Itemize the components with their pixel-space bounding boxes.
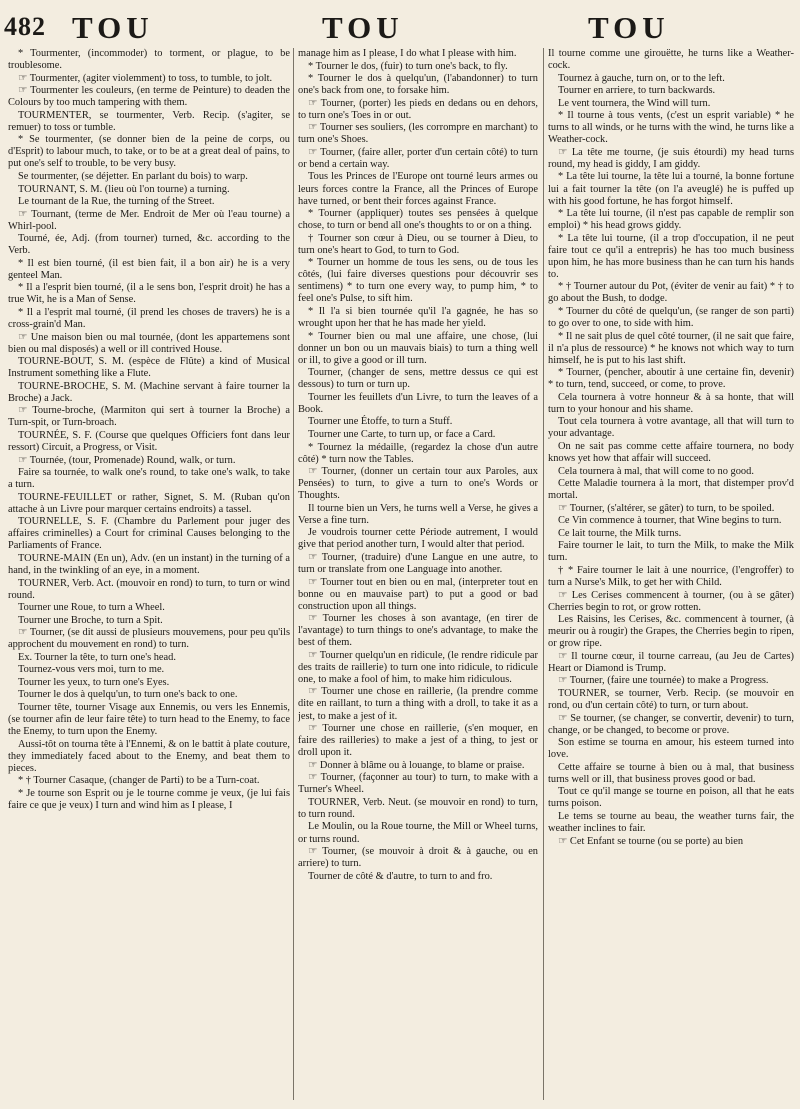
dictionary-entry: * Tourner du côté de quelqu'un, (se ranger de son parti) to go over to one, to side with him.	[548, 305, 794, 330]
dictionary-entry: * Tourner un homme de tous les sens, ou de tous les côtés, (lui faire diverses questions pour découvrir ses sentimens) * to turn one every way, to pump him, * to feel one's Pulse, to sift him.	[298, 257, 538, 305]
dictionary-entry: TOURNÉE, S. F. (Course que quelques Officiers font dans leur ressort) Circuit, a Progress, or Visit.	[8, 429, 290, 453]
dictionary-entry: † Tourner son cœur à Dieu, ou se tourner à Dieu, to turn one's heart to God, to turn to God.	[298, 232, 538, 256]
dictionary-entry: manage him as I please, I do what I please with him.	[298, 48, 517, 59]
dictionary-entry: ☞ Tourner, (se dit aussi de plusieurs mouvemens, pour peu qu'ils approchent du mouvement en rond) to turn.	[8, 627, 290, 651]
column-right	[548, 48, 794, 1106]
dictionary-entry: ☞ Tourner, (faire une tournée) to make a Progress.	[558, 675, 769, 687]
dictionary-entry: * † Tourner Casaque, (changer de Parti) to be a Turn-coat.	[18, 775, 260, 787]
dictionary-entry: * Il tourne à tous vents, (c'est un esprit variable) * he turns to all winds, or he turns with the wind, he turns like a Weather-cock.	[548, 110, 794, 146]
dictionary-entry: TOURNE-MAIN (En un), Adv. (en un instant) in the turning of a hand, in the twinkling of an eye, in a moment.	[8, 552, 290, 576]
dictionary-entry: Le vent tournera, the Wind will turn.	[558, 97, 711, 109]
dictionary-entry: * Il l'a si bien tournée qu'il l'a gagnée, he has so wrought upon her that he has made her yield.	[298, 305, 538, 330]
dictionary-entry: ☞ Tournée, (tour, Promenade) Round, walk, or turn.	[18, 454, 236, 466]
dictionary-entry: Tournez à gauche, turn on, or to the left.	[558, 72, 725, 84]
dictionary-entry: TOURNE-BOUT, S. M. (espèce de Flûte) a kind of Musical Instrument something like a Flute.	[8, 356, 290, 380]
dictionary-entry: * Tournez la médaille, (regardez la chose d'un autre côté) * turn now the Tables.	[298, 441, 538, 465]
dictionary-entry: Tourner les yeux, to turn one's Eyes.	[18, 676, 170, 688]
dictionary-entry: * La tête lui tourne, la tête lui a tourné, la bonne fortune lui a fait tourner la tête (on l'a aveuglé) he is puffed up with his good fortune, he has forgot himself.	[548, 171, 794, 207]
dictionary-entry: * Tourner (appliquer) toutes ses pensées à quelque chose, to turn or bend all one's thoughts to or on a thing.	[298, 208, 538, 232]
dictionary-entry: Tournez-vous vers moi, turn to me.	[18, 664, 165, 676]
dictionary-entry: ☞ Tourner une chose en raillerie, (la prendre comme dite en raillant, to turn a thing with a droll, to take it as a jest, to make a jest of it.	[298, 686, 538, 722]
column-divider	[543, 48, 544, 1100]
dictionary-entry: ☞ Il tourne cœur, il tourne carreau, (au Jeu de Cartes) Heart or Diamond is Trump.	[548, 650, 794, 674]
dictionary-entry: * Tourner bien ou mal une affaire, une chose, (lui donner un bon ou un mauvais biais) to turn a thing well or ill, to give a good or ill turn.	[298, 330, 538, 366]
dictionary-entry: * La tête lui tourne, (il n'est pas capable de remplir son emploi) * his head grows giddy.	[548, 208, 794, 232]
dictionary-entry: Tous les Princes de l'Europe ont tourné leurs armes ou leurs forces contre la France, all the Princes of Europe have turned, or bent their forces against France.	[298, 171, 538, 207]
dictionary-entry: TOURNER, Verb. Neut. (se mouvoir en rond) to turn, to turn round.	[298, 796, 538, 820]
dictionary-entry: Cette Maladie tournera à la mort, that distemper prov'd mortal.	[548, 478, 794, 502]
dictionary-entry: ☞ La tête me tourne, (je suis étourdi) my head turns round, my head is giddy, I am giddy.	[548, 146, 794, 170]
dictionary-entry: Tourner une Étoffe, to turn a Stuff.	[308, 416, 453, 428]
dictionary-entry: * Tourmenter, (incommoder) to torment, or plague, to be troublesome.	[8, 48, 290, 72]
dictionary-entry: TOURNER, se tourner, Verb. Recip. (se mouvoir en rond, ou d'un certain côté) to turn, or turn about.	[548, 687, 794, 711]
dictionary-entry: * Tourner le dos, (fuir) to turn one's back, to fly.	[308, 60, 508, 72]
dictionary-entry: * Il a l'esprit mal tourné, (il prend les choses de travers) he is a cross-grain'd Man.	[8, 306, 290, 331]
dictionary-entry: TOURNER, Verb. Act. (mouvoir en rond) to turn, to turn or wind round.	[8, 577, 290, 601]
dictionary-entry: Tourner une Broche, to turn a Spit.	[18, 614, 163, 626]
dictionary-entry: ☞ Donner à blâme ou à louange, to blame or praise.	[308, 759, 525, 771]
dictionary-entry: Il tourne comme une girouëtte, he turns like a Weather-cock.	[548, 48, 794, 72]
dictionary-entry: TOURNE-FEUILLET or rather, Signet, S. M. (Ruban qu'on attache à un Livre pour marquer certains endroits) a tassel.	[8, 491, 290, 515]
dictionary-entry: * Il ne sait plus de quel côté tourner, (il ne sait que faire, il n'a plus de ressource) * he knows not which way to turn himself, he is put to his last shift.	[548, 330, 794, 366]
dictionary-entry: Tourner tête, tourner Visage aux Ennemis, ou vers les Ennemis, (se tourner afin de leur faire tête) to turn head to the Enemy, to face the Enemy, to turn upon the Enemy.	[8, 701, 290, 738]
dictionary-entry: ☞ Tourner les choses à son avantage, (en tirer de l'avantage) to turn things to one's advantage, to make the best of them.	[298, 613, 538, 649]
running-head-left: TOU	[72, 10, 154, 45]
dictionary-entry: ☞ Tourner une chose en raillerie, (s'en moquer, en faire des railleries) to make a jest of a thing, to jest or droll upon it.	[298, 723, 538, 759]
dictionary-entry: Le tournant de la Rue, the turning of the Street.	[18, 196, 215, 208]
dictionary-entry: Cette affaire se tourne à bien ou à mal, that business turns well or ill, that business proves good or bad.	[548, 761, 794, 785]
dictionary-entry: * Il a l'esprit bien tourné, (il a le sens bon, l'esprit droit) he has a true Wit, he is a Man of Sense.	[8, 282, 290, 306]
dictionary-entry: * La tête lui tourne, (il a trop d'occupation, il ne peut faire tout ce qu'il a entrepris) he has too much business upon him, he has more business than he can turn his hands to.	[548, 232, 794, 280]
dictionary-entry: ☞ Tourner, (donner un certain tour aux Paroles, aux Pensées) to turn, to give a turn to one's Words or Thoughts.	[298, 466, 538, 502]
dictionary-entry: ☞ Tourmenter les couleurs, (en terme de Peinture) to deaden the Colours by too much tampering with them.	[8, 85, 290, 109]
dictionary-entry: ☞ Tourner tout en bien ou en mal, (interpreter tout en bonne ou en mauvaise part) to put a good or bad construction upon all things.	[298, 576, 538, 612]
dictionary-entry: ☞ Tournant, (terme de Mer. Endroit de Mer où l'eau tourne) a Whirl-pool.	[8, 208, 290, 232]
dictionary-entry: TOURNE-BROCHE, S. M. (Machine servant à faire tourner la Broche) a Jack.	[8, 380, 290, 404]
dictionary-entry: Le tems se tourne au beau, the weather turns fair, the weather inclines to fair.	[548, 810, 794, 834]
dictionary-entry: ☞ Les Cerises commencent à tourner, (ou à se gâter) Cherries begin to rot, or grow rotten.	[548, 589, 794, 613]
dictionary-entry: TOURNELLE, S. F. (Chambre du Parlement pour juger des affaires criminelles) a Court for criminal Causes belonging to the Parliaments of France.	[8, 516, 290, 552]
dictionary-entry: ☞ Se tourner, (se changer, se convertir, devenir) to turn, change, or be changed, to become or prove.	[548, 712, 794, 736]
dictionary-entry: Tourner une Roue, to turn a Wheel.	[18, 602, 165, 614]
dictionary-entry: Cela tournera à votre honneur & à sa honte, that will turn to your honour and his shame.	[548, 391, 794, 415]
dictionary-entry: Ex. Tourner la tête, to turn one's head.	[18, 651, 176, 663]
dictionary-entry: Tourner de côté & d'autre, to turn to and fro.	[308, 870, 493, 882]
dictionary-entry: Le Moulin, ou la Roue tourne, the Mill or Wheel turns, or turns round.	[298, 821, 538, 845]
dictionary-entry: * Se tourmenter, (se donner bien de la peine de corps, ou d'Esprit) to labour much, to take, or to be at a great deal of pains, to put one's self to trouble, to be very busy.	[8, 134, 290, 170]
dictionary-entry: ☞ Tourne-broche, (Marmiton qui sert à tourner la Broche) a Turn-spit, or Turn-broach.	[8, 405, 290, 429]
dictionary-entry: Faire tourner le lait, to turn the Milk, to make the Milk turn.	[548, 540, 794, 564]
dictionary-entry: Tout ce qu'il mange se tourne en poison, all that he eats turns poison.	[548, 786, 794, 810]
dictionary-entry: † * Faire tourner le lait à une nourrice, (l'engroffer) to turn a Nurse's Milk, to get her with Child.	[548, 564, 794, 589]
dictionary-entry: * Tourner, (pencher, aboutir à une certaine fin, devenir) * to turn, tend, succeed, or come, to prove.	[548, 367, 794, 391]
dictionary-entry: Cela tournera à mal, that will come to no good.	[558, 465, 754, 477]
dictionary-entry: * Je tourne son Esprit ou je le tourne comme je veux, (je lui fais faire ce que je veux) I turn and wind him as I please, I	[8, 787, 290, 811]
column-divider	[293, 48, 294, 1100]
dictionary-entry: Les Raisins, les Cerises, &c. commencent à tourner, (à meurir ou à rougir) the Grapes, the Cherries begin to ripen, or grow ripe.	[548, 614, 794, 650]
dictionary-entry: TOURMENTER, se tourmenter, Verb. Recip. (s'agiter, se remuer) to toss or tumble.	[8, 109, 290, 133]
dictionary-entry: Je voudrois tourner cette Période autrement, I would give that period another turn, I would alter that period.	[298, 527, 538, 551]
dictionary-entry: Ce lait tourne, the Milk turns.	[558, 527, 682, 539]
dictionary-entry: ☞ Tourmenter, (agiter violemment) to toss, to tumble, to jolt.	[18, 72, 273, 84]
running-head-center: TOU	[322, 10, 404, 45]
dictionary-entry: ☞ Tourner, (s'altérer, se gâter) to turn, to be spoiled.	[558, 502, 775, 514]
dictionary-entry: Aussi-tôt on tourna tête à l'Ennemi, & on le battit à plate couture, they immediately faced about to the Enemy, and beat them to pieces.	[8, 738, 290, 774]
dictionary-entry: Ce Vin commence à tourner, that Wine begins to turn.	[558, 515, 782, 527]
dictionary-entry: ☞ Tourner, (se mouvoir à droit & à gauche, ou en arriere) to turn.	[298, 846, 538, 870]
dictionary-entry: Tout cela tournera à votre avantage, all that will turn to your advantage.	[548, 416, 794, 440]
dictionary-entry: Tourné, ée, Adj. (from tourner) turned, &c. according to the Verb.	[8, 233, 290, 257]
dictionary-entry: Son estime se tourna en amour, his esteem turned into love.	[548, 737, 794, 761]
dictionary-entry: * Il est bien tourné, (il est bien fait, il a bon air) he is a very genteel Man.	[8, 257, 290, 281]
dictionary-entry: Se tourmenter, (se déjetter. En parlant du bois) to warp.	[18, 170, 248, 182]
dictionary-entry: Tourner les feuillets d'un Livre, to turn the leaves of a Book.	[298, 391, 538, 415]
dictionary-entry: ☞ Tourner, (façonner au tour) to turn, to make with a Turner's Wheel.	[298, 772, 538, 796]
dictionary-entry: Il tourne bien un Vers, he turns well a Verse, he gives a Verse a fine turn.	[298, 502, 538, 526]
dictionary-entry: ☞ Cet Enfant se tourne (ou se porte) au bien	[558, 835, 744, 847]
dictionary-entry: Faire sa tournée, to walk one's round, to take one's walk, to take a turn.	[8, 467, 290, 491]
dictionary-entry: ☞ Tourner, (faire aller, porter d'un certain côté) to turn or bend a certain way.	[298, 146, 538, 170]
dictionary-entry: ☞ Tourner, (porter) les pieds en dedans ou en dehors, to turn one's Toes in or out.	[298, 97, 538, 121]
dictionary-entry: Tourner une Carte, to turn up, or face a Card.	[308, 428, 496, 440]
dictionary-entry: TOURNANT, S. M. (lieu où l'on tourne) a turning.	[18, 183, 230, 195]
dictionary-entry: * † Tourner autour du Pot, (éviter de venir au fait) * † to go about the Bush, to dodge.	[548, 281, 794, 305]
page-number: 482	[4, 12, 46, 41]
column-middle	[298, 48, 538, 1106]
column-left	[8, 48, 290, 1106]
dictionary-entry: Tourner le dos à quelqu'un, to turn one's back to one.	[18, 689, 238, 701]
dictionary-entry: ☞ Tourner ses souliers, (les corrompre en marchant) to turn one's Shoes.	[298, 122, 538, 146]
dictionary-entry: Tourner, (changer de sens, mettre dessus ce qui est dessous) to turn or turn up.	[298, 367, 538, 391]
dictionary-entry: * Tourner le dos à quelqu'un, (l'abandonner) to turn one's back from one, to forsake him.	[298, 73, 538, 97]
dictionary-entry: Tourner en arriere, to turn backwards.	[558, 85, 716, 97]
dictionary-entry: On ne sait pas comme cette affaire tournera, no body knows yet how that affair will succeed.	[548, 441, 794, 465]
dictionary-entry: ☞ Tourner, (traduire) d'une Langue en une autre, to turn or translate from one Language into another.	[298, 551, 538, 575]
page-header	[0, 6, 800, 50]
dictionary-entry: ☞ Tourner quelqu'un en ridicule, (le rendre ridicule par des traits de raillerie) to turn one into ridicule, to ridicule one, to make a fool of him, to make him ridiculous.	[298, 649, 538, 685]
dictionary-entry: ☞ Une maison bien ou mal tournée, (dont les appartemens sont bien ou mal disposés) a well or ill contrived House.	[8, 331, 290, 355]
running-head-right: TOU	[588, 10, 670, 45]
